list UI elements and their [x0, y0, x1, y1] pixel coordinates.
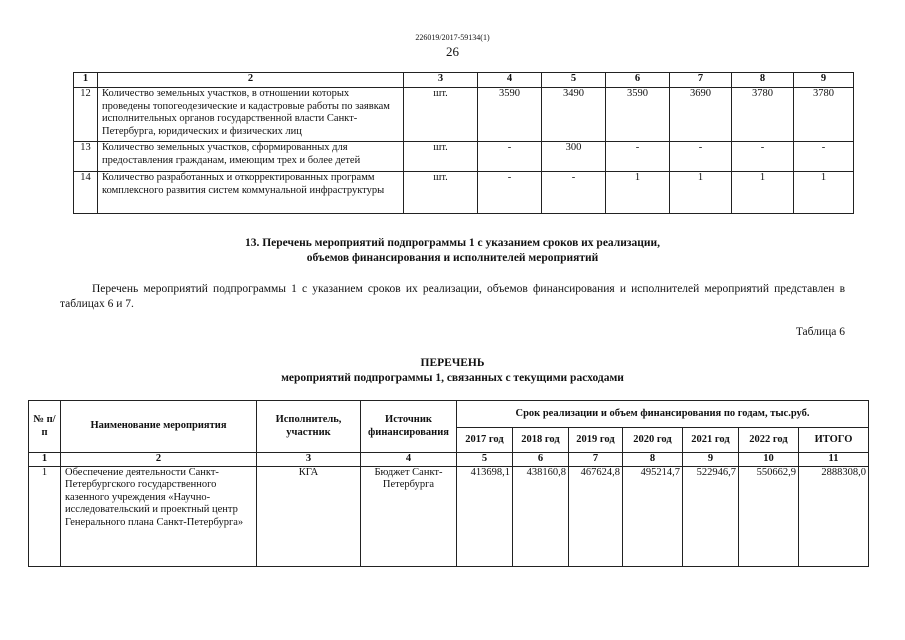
row-value: 3690: [670, 88, 732, 142]
row-value: 3780: [794, 88, 854, 142]
col-group-header: Срок реализации и объем финансирования по годам, тыс.руб.: [457, 401, 869, 428]
row-number: 13: [74, 142, 98, 172]
section-paragraph: Перечень мероприятий подпрограммы 1 с указанием сроков их реализации, объемов финансирования и исполнителей мероприятий представлен в таблицах 6 и 7.: [60, 283, 845, 310]
document-number: 226019/2017-59134(1): [415, 33, 490, 42]
row-value: -: [478, 142, 542, 172]
row-value: 495214,7: [623, 466, 683, 566]
header-cell: 3: [257, 453, 361, 467]
row-value: 3490: [542, 88, 606, 142]
section-heading-line: объемов финансирования и исполнителей мероприятий: [306, 252, 599, 264]
col-name-header: Наименование мероприятия: [61, 401, 257, 453]
header-cell: 4: [478, 73, 542, 88]
list-title-line: ПЕРЕЧЕНЬ: [420, 357, 485, 369]
table-row: [74, 88, 854, 142]
row-value: 1: [606, 172, 670, 214]
table-label: Таблица 6: [795, 326, 845, 338]
table-header-row: [29, 401, 869, 428]
indicators-table: [73, 72, 854, 214]
header-cell: 4: [361, 453, 457, 467]
list-title: [0, 356, 905, 386]
activities-table: [28, 400, 869, 567]
header-cell: 6: [606, 73, 670, 88]
year-header: 2019 год: [569, 428, 623, 453]
row-value: 3590: [478, 88, 542, 142]
col-source-header: Источник финансирования: [361, 401, 457, 453]
header-cell: 3: [404, 73, 478, 88]
row-value: -: [606, 142, 670, 172]
row-value: 3780: [732, 88, 794, 142]
header-cell: 5: [457, 453, 513, 467]
row-number: 1: [29, 466, 61, 566]
year-header: 2018 год: [513, 428, 569, 453]
row-value: 522946,7: [683, 466, 739, 566]
row-value: -: [732, 142, 794, 172]
row-unit: шт.: [404, 172, 478, 214]
total-header: ИТОГО: [799, 428, 869, 453]
row-number: 14: [74, 172, 98, 214]
row-value: -: [670, 142, 732, 172]
year-header: 2020 год: [623, 428, 683, 453]
row-exec: КГА: [257, 466, 361, 566]
row-value: 467624,8: [569, 466, 623, 566]
row-total: 2888308,0: [799, 466, 869, 566]
row-value: -: [794, 142, 854, 172]
header-cell: 1: [29, 453, 61, 467]
year-header: 2017 год: [457, 428, 513, 453]
row-name: Количество земельных участков, в отношении которых проведены топогеодезические и кадастровые работы по заявкам исполнительных органов государственной власти Санкт-Петербурга, юридических и физических лиц: [98, 88, 404, 142]
row-unit: шт.: [404, 142, 478, 172]
header-cell: 8: [732, 73, 794, 88]
row-value: 3590: [606, 88, 670, 142]
row-value: 300: [542, 142, 606, 172]
row-name: Обеспечение деятельности Санкт-Петербургского государственного казенного учреждения «Научно-исследовательский и проектный центр Генерального плана Санкт-Петербурга»: [61, 466, 257, 566]
table-row: [74, 142, 854, 172]
year-header: 2022 год: [739, 428, 799, 453]
row-value: 1: [794, 172, 854, 214]
row-source: Бюджет Санкт-Петербурга: [361, 466, 457, 566]
col-no-header: № п/п: [29, 401, 61, 453]
row-value: 550662,9: [739, 466, 799, 566]
section-heading: [0, 236, 905, 266]
header-cell: 7: [670, 73, 732, 88]
section-heading-line: 13. Перечень мероприятий подпрограммы 1 с указанием сроков их реализации,: [244, 237, 660, 249]
header-cell: 11: [799, 453, 869, 467]
row-value: -: [478, 172, 542, 214]
col-exec-header: Исполнитель, участник: [257, 401, 361, 453]
row-value: 1: [670, 172, 732, 214]
table-row: [74, 172, 854, 214]
page-number: 26: [446, 44, 459, 59]
header-cell: 10: [739, 453, 799, 467]
table-header-row: [74, 73, 854, 88]
header-cell: 7: [569, 453, 623, 467]
header-cell: 9: [794, 73, 854, 88]
row-value: -: [542, 172, 606, 214]
header-cell: 2: [98, 73, 404, 88]
header-cell: 2: [61, 453, 257, 467]
row-value: 438160,8: [513, 466, 569, 566]
header-cell: 5: [542, 73, 606, 88]
row-number: 12: [74, 88, 98, 142]
row-name: Количество земельных участков, сформированных для предоставления гражданам, имеющим трех и более детей: [98, 142, 404, 172]
table-row: [29, 466, 869, 566]
header-cell: 8: [623, 453, 683, 467]
year-header: 2021 год: [683, 428, 739, 453]
row-value: 413698,1: [457, 466, 513, 566]
list-title-line: мероприятий подпрограммы 1, связанных с текущими расходами: [281, 372, 624, 384]
header-cell: 6: [513, 453, 569, 467]
row-name: Количество разработанных и откорректированных программ комплексного развития систем коммунальной инфраструктуры: [98, 172, 404, 214]
table-header-row: [29, 453, 869, 467]
row-unit: шт.: [404, 88, 478, 142]
header-cell: 9: [683, 453, 739, 467]
row-value: 1: [732, 172, 794, 214]
header-cell: 1: [74, 73, 98, 88]
